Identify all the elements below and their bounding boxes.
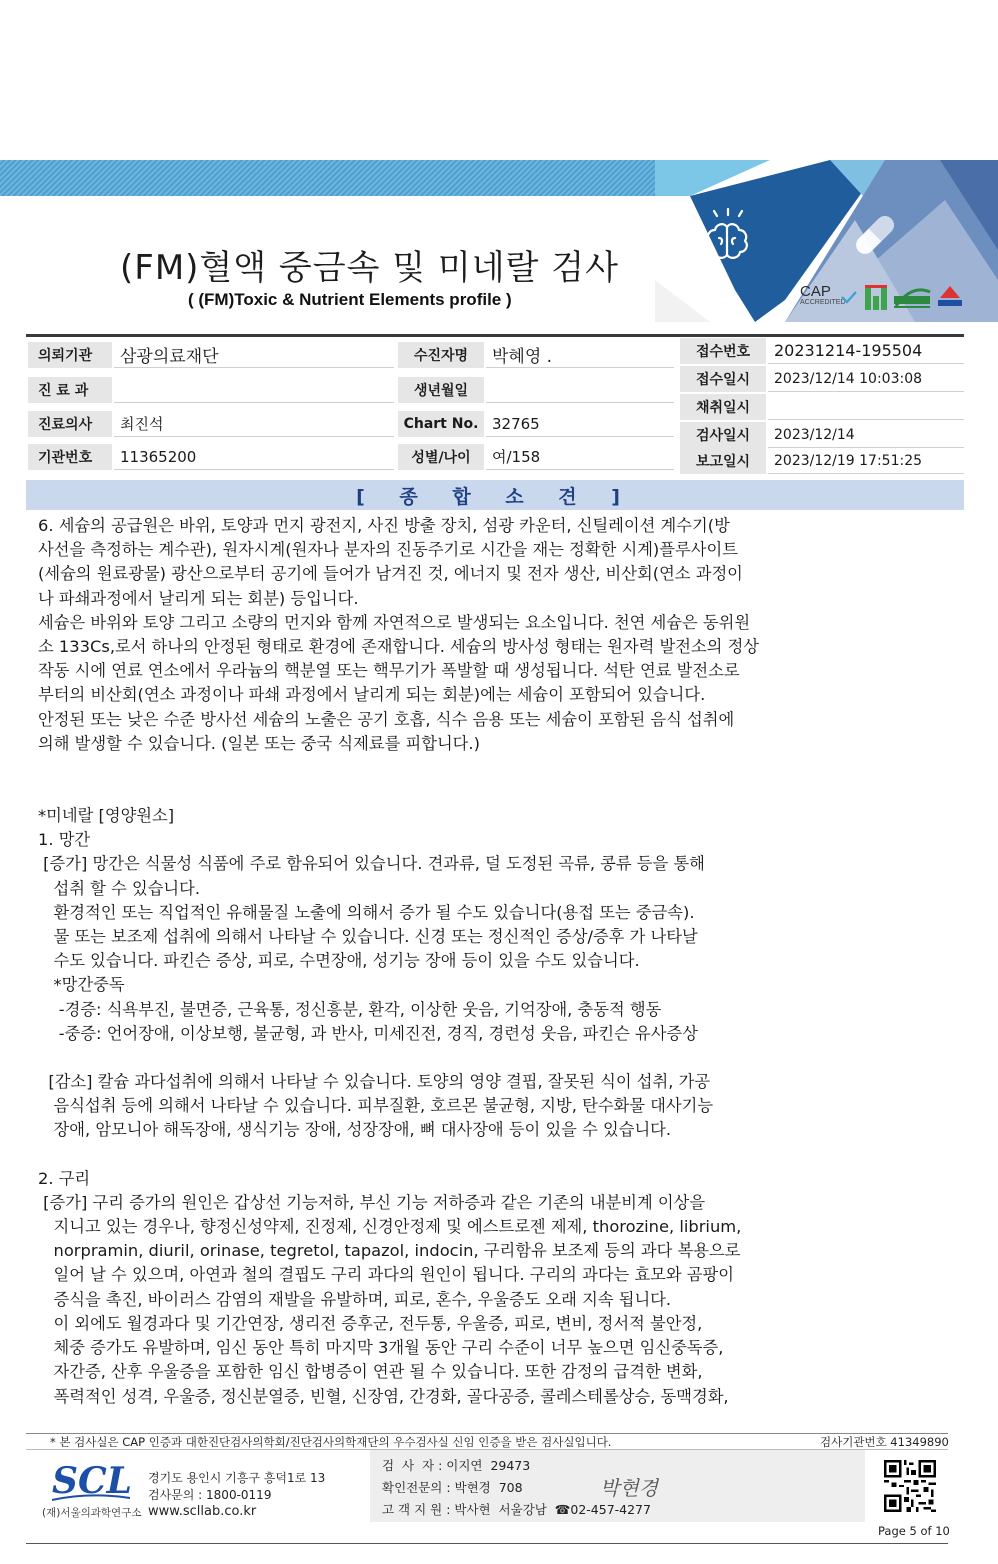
text-line: (세슘의 원료광물) 광산으로부터 공기에 들어가 남겨진 것, 에너지 및 전자 생산, 비산회(연소 과정이 (38, 564, 743, 584)
text-line: 세슘은 바위와 토양 그리고 소량의 먼지와 함께 자연적으로 발생되는 요소입니다. 천연 세슘은 동위원 (38, 612, 751, 632)
qr-code[interactable] (884, 1460, 936, 1512)
value-report-datetime: 2023/12/19 17:51:25 (768, 448, 964, 474)
lab-id-number: 검사기관번호 41349890 (820, 1435, 949, 1449)
text-line: 폭력적인 성격, 우울증, 정신분열증, 빈혈, 신장염, 간경화, 골다공증, 콜레스테롤상승, 동맥경화, (38, 1386, 729, 1406)
label-report-datetime: 보고일시 (680, 448, 766, 474)
brain-icon (697, 208, 759, 268)
page-bottom-rule (26, 1543, 948, 1544)
info-table-top-rule (26, 334, 964, 337)
value-receipt-datetime: 2023/12/14 10:03:08 (768, 366, 964, 392)
text-line: 이 외에도 월경과다 및 기간연장, 생리전 증후군, 전두통, 우울증, 피로, 변비, 정서적 불안정, (38, 1313, 703, 1333)
text-line: 나 파쇄과정에서 날리게 되는 회분) 등입니다. (38, 588, 359, 608)
label-chart-no: Chart No. (398, 411, 484, 437)
address-line: 경기도 용인시 기흥구 흥덕1로 13 (148, 1471, 326, 1485)
value-physician: 최진석 (114, 411, 394, 437)
physician-signature: 박현경 (600, 1476, 658, 1500)
text-line: 음식섭취 등에 의해서 나타날 수 있습니다. 피부질환, 호르몬 불균형, 지방, 탄수화물 대사기능 (38, 1096, 714, 1116)
lab-address (148, 1470, 325, 1504)
certification-note: * 본 검사실은 CAP 인증과 대한진단검사의학회/진단검사의학재단의 우수검사실 신임 인증을 받은 검사실입니다. (50, 1435, 612, 1449)
page-number: Page 5 of 10 (878, 1524, 950, 1538)
lab-website-link[interactable]: www.scllab.co.kr (148, 1504, 257, 1519)
label-institution-number: 기관번호 (28, 444, 112, 470)
text-line: 안정된 또는 낮은 수준 방사선 세슘의 노출은 공기 호흡, 식수 음용 또는 세슘이 포함된 음식 섭취에 (38, 709, 735, 729)
text-line: 일어 날 수 있으며, 아연과 철의 결핍도 구리 과다의 원인이 됩니다. 구리의 과다는 효모와 곰팡이 (38, 1265, 734, 1285)
label-physician: 진료의사 (28, 411, 112, 437)
value-chart-no: 32765 (486, 411, 674, 437)
mineral-section-header: *미네랄 [영양원소] (38, 806, 175, 826)
report-subtitle: ( (FM)Toxic & Nutrient Elements profile ) (188, 290, 512, 309)
report-title: (FM)혈액 중금속 및 미네랄 검사 (120, 248, 619, 288)
tester: 검 사 자 : 이지연 29473 (382, 1458, 531, 1473)
text-line: 증식을 촉진, 바이러스 감염의 재발을 유발하며, 피로, 혼수, 우울증도 오래 지속 됩니다. (38, 1289, 672, 1309)
text-line: 부터의 비산회(연소 과정이나 파쇄 과정에서 날리게 되는 회분)에는 세슘이 포함되어 있습니다. (38, 685, 706, 705)
label-requesting-institution: 의뢰기관 (28, 342, 112, 368)
label-receipt-datetime: 접수일시 (680, 366, 766, 392)
inquiry-phone: 검사문의 : 1800-0119 (148, 1488, 272, 1502)
comprehensive-opinion-banner: [ 종 합 소 견 ] (26, 480, 964, 510)
text-line: norpramin, diuril, orinase, tegretol, tapazol, indocin, 구리함유 보조제 등의 과다 복용으로 (38, 1241, 741, 1261)
capsule-icon (846, 206, 904, 264)
label-patient-name: 수진자명 (398, 342, 484, 368)
cap-logo: CAP ACCREDITED (800, 283, 846, 306)
text-line: 장애, 암모니아 해독장애, 생식기능 장애, 성장장애, 뼈 대사장애 등이 있을 수 있습니다. (38, 1120, 672, 1140)
label-sex-age: 성별/나이 (398, 444, 484, 470)
value-department (114, 377, 394, 403)
confirming-physician: 확인전문의 : 박현경 708 (382, 1480, 523, 1495)
label-test-datetime: 검사일시 (680, 422, 766, 448)
text-line: -경증: 식욕부진, 불면증, 근육통, 정신흥분, 환각, 이상한 웃음, 기억장애, 충동적 행동 (38, 999, 662, 1019)
amab-logo (936, 284, 964, 312)
text-line: 지니고 있는 경우나, 향정신성약제, 진정제, 신경안정제 및 에스트로젠 제제, thorozine, librium, (38, 1217, 742, 1237)
value-sex-age: 여/158 (486, 444, 674, 470)
checkmark-icon (840, 290, 858, 304)
customer-support: 고 객 지 원 : 박사현 서울강남 ☎02-457-4277 (382, 1502, 651, 1517)
text-line: 사선을 측정하는 계수관), 원자시계(원자나 분자의 진동주기로 시간을 재는 정확한 시계)플루사이트 (38, 540, 738, 560)
lab-mark-logo (864, 284, 888, 312)
manganese-title: 1. 망간 (38, 830, 91, 850)
label-receipt-number: 접수번호 (680, 338, 766, 364)
text-line: 자간증, 산후 우울증을 포함한 임신 합병증이 연관 될 수 있습니다. 또한 감정의 급격한 변화, (38, 1362, 703, 1382)
scl-logo-swoosh (50, 1494, 132, 1502)
text-line: [증가] 구리 증가의 원인은 갑상선 기능저하, 부신 기능 저하증과 같은 기존의 내분비계 이상을 (38, 1192, 706, 1212)
value-requesting-institution: 삼광의료재단 (114, 342, 394, 368)
value-institution-number: 11365200 (114, 444, 394, 470)
text-line: *망간중독 (38, 975, 125, 995)
eqa-logo (892, 284, 932, 312)
text-line: 소 133Cs,로서 하나의 안정된 형태로 환경에 존재합니다. 세슘의 방사성 형태는 원자력 발전소의 정상 (38, 637, 760, 657)
label-department: 진 료 과 (28, 377, 112, 403)
label-birth-date: 생년월일 (398, 377, 484, 403)
text-line: -중증: 언어장애, 이상보행, 불균형, 과 반사, 미세진전, 경직, 경련성 웃음, 파킨슨 유사증상 (38, 1023, 698, 1043)
text-line: 6. 세슘의 공급원은 바위, 토양과 먼지 광전지, 사진 방출 장치, 섬광 카운터, 신틸레이션 계수기(방 (38, 516, 730, 535)
text-line: [감소] 칼슘 과다섭취에 의해서 나타날 수 있습니다. 토양의 영양 결핍, 잘못된 식이 섭취, 가공 (38, 1072, 711, 1092)
text-line: 섭취 할 수 있습니다. (38, 878, 201, 898)
scl-institute-name: (재)서울의과학연구소 (42, 1507, 142, 1519)
copper-title: 2. 구리 (38, 1168, 91, 1188)
scl-logo: SCL (52, 1460, 132, 1502)
text-line: 물 또는 보조제 섭취에 의해서 나타날 수 있습니다. 신경 또는 정신적인 증상/증후 가 나타날 (38, 927, 698, 947)
value-patient-name: 박혜영 . (486, 342, 674, 368)
text-line: 작동 시에 연료 연소에서 우라늄의 핵분열 또는 핵무기가 폭발할 때 생성됩니다. 석탄 연료 발전소로 (38, 661, 740, 681)
text-line: 체중 증가도 유발하며, 임신 동안 특히 마지막 3개월 동안 구리 수준이 너무 높으면 임신중독증, (38, 1338, 724, 1358)
value-test-datetime: 2023/12/14 (768, 422, 964, 448)
label-collection-datetime: 채취일시 (680, 394, 766, 420)
value-receipt-number: 20231214-195504 (768, 338, 964, 364)
opinion-body (38, 514, 968, 1409)
text-line: [증가] 망간은 식물성 식품에 주로 함유되어 있습니다. 견과류, 덜 도정된 곡류, 콩류 등을 통해 (38, 854, 705, 874)
value-collection-datetime (768, 394, 964, 420)
text-line: 의해 발생할 수 있습니다. (일본 또는 중국 식제료를 피합니다.) (38, 733, 480, 753)
text-line: 수도 있습니다. 파킨슨 증상, 피로, 수면장애, 성기능 장애 등이 있을 수도 있습니다. (38, 951, 640, 971)
value-birth-date (486, 377, 674, 403)
text-line: 환경적인 또는 직업적인 유해물질 노출에 의해서 증가 될 수도 있습니다(용접 또는 중금속). (38, 902, 695, 922)
